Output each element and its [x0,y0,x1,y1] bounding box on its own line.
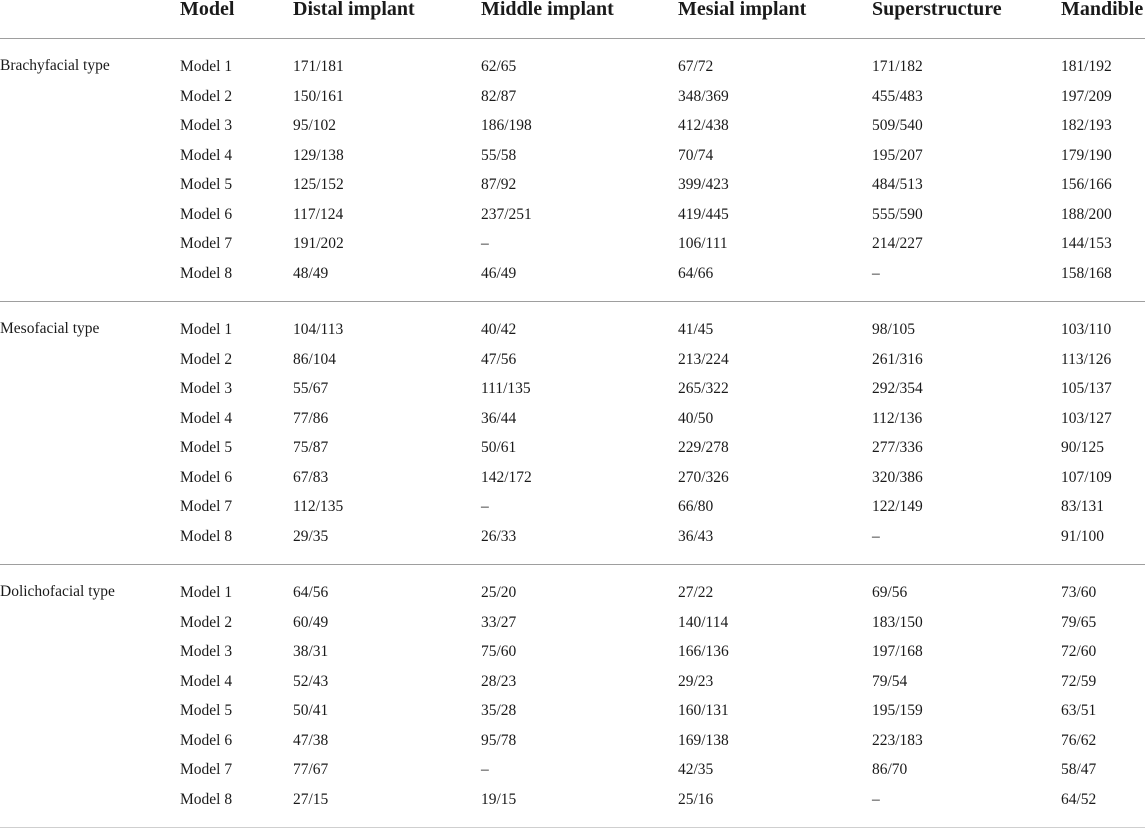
cell-model: Model 4 [180,672,233,690]
cell-superstructure: 112/136 [872,409,923,427]
cell-model: Model 6 [180,468,233,486]
cell-superstructure: – [872,790,880,808]
cell-mandible: 105/137 [1061,380,1112,397]
cell-model: Model 4 [180,146,233,164]
cell-distal-implant: 171/181 [293,58,344,75]
table-header [0,0,1145,39]
cell-mandible: 79/65 [1061,613,1097,631]
cell-superstructure: 86/70 [872,761,908,778]
cell-superstructure: 320/386 [872,468,923,486]
cell-mesial-implant: 229/278 [678,439,729,456]
cell-superstructure: 484/513 [872,176,923,193]
cell-middle-implant: 75/60 [481,643,517,660]
cell-mesial-implant: 42/35 [678,761,714,778]
cell-model: Model 3 [180,643,233,660]
table-row [0,668,1145,698]
cell-distal-implant: 95/102 [293,117,337,134]
table-row [0,493,1145,523]
cell-distal-implant: 50/41 [293,702,329,719]
cell-mesial-implant: 140/114 [678,613,729,631]
table-row [0,346,1145,376]
cell-superstructure: 195/207 [872,146,923,164]
cell-mandible: 156/166 [1061,176,1112,193]
table-row [0,523,1145,553]
table-row [0,112,1145,142]
table-row [0,83,1145,113]
cell-superstructure: 197/168 [872,643,923,660]
cell-mandible: 103/110 [1061,321,1112,338]
table-group [0,565,1145,828]
cell-model: Model 6 [180,205,233,223]
cell-model: Model 3 [180,117,233,134]
table-row [0,142,1145,172]
cell-mandible: 72/59 [1061,672,1097,690]
header-superstructure: Superstructure [872,0,1002,20]
cell-superstructure: 171/182 [872,58,923,75]
cell-mandible: 103/127 [1061,409,1112,427]
cell-middle-implant: 19/15 [481,790,517,808]
cell-distal-implant: 77/86 [293,409,329,427]
cell-distal-implant: 150/161 [293,87,344,105]
cell-mesial-implant: 419/445 [678,205,729,223]
table-row [0,786,1145,816]
table-row [0,405,1145,435]
cell-middle-implant: 40/42 [481,321,517,338]
table-row [0,201,1145,231]
cell-model: Model 8 [180,790,233,808]
cell-middle-implant: 50/61 [481,439,517,456]
cell-mesial-implant: 160/131 [678,702,729,719]
cell-superstructure: 277/336 [872,439,923,456]
cell-model: Model 1 [180,584,233,601]
cell-model: Model 2 [180,350,233,368]
cell-model: Model 6 [180,731,233,749]
cell-middle-implant: – [481,761,489,778]
cell-superstructure: 214/227 [872,235,923,252]
cell-model: Model 7 [180,761,233,778]
cell-mesial-implant: 348/369 [678,87,729,105]
cell-mandible: 179/190 [1061,146,1112,164]
cell-superstructure: 122/149 [872,498,923,515]
cell-distal-implant: 64/56 [293,584,329,601]
cell-mandible: 91/100 [1061,527,1105,545]
cell-superstructure: 555/590 [872,205,923,223]
cell-middle-implant: 55/58 [481,146,517,164]
cell-middle-implant: 36/44 [481,409,517,427]
cell-model: Model 5 [180,176,233,193]
cell-middle-implant: 87/92 [481,176,517,193]
cell-distal-implant: 112/135 [293,498,344,515]
cell-mesial-implant: 27/22 [678,584,714,601]
cell-distal-implant: 191/202 [293,235,344,252]
cell-distal-implant: 52/43 [293,672,329,690]
table-row [0,316,1145,346]
cell-middle-implant: 82/87 [481,87,517,105]
cell-distal-implant: 48/49 [293,264,329,282]
group-label: Brachyfacial type [0,57,110,74]
cell-model: Model 3 [180,380,233,397]
cell-mesial-implant: 106/111 [678,235,728,252]
header-distal-implant: Distal implant [293,0,415,20]
cell-middle-implant: 186/198 [481,117,532,134]
group-label: Mesofacial type [0,320,100,337]
cell-distal-implant: 38/31 [293,643,329,660]
cell-mesial-implant: 70/74 [678,146,714,164]
cell-mandible: 181/192 [1061,58,1112,75]
group-label: Dolichofacial type [0,583,115,600]
cell-middle-implant: 47/56 [481,350,517,368]
cell-mandible: 90/125 [1061,439,1105,456]
cell-distal-implant: 55/67 [293,380,329,397]
table-body [0,39,1145,828]
cell-superstructure: 98/105 [872,321,916,338]
table-group [0,302,1145,565]
cell-mesial-implant: 169/138 [678,731,729,749]
cell-distal-implant: 47/38 [293,731,329,749]
cell-middle-implant: 142/172 [481,468,532,486]
table-row [0,260,1145,290]
cell-mesial-implant: 270/326 [678,468,729,486]
cell-superstructure: 292/354 [872,380,923,397]
cell-model: Model 8 [180,527,233,545]
table-row [0,579,1145,609]
cell-middle-implant: 25/20 [481,584,517,601]
cell-distal-implant: 75/87 [293,439,329,456]
cell-distal-implant: 129/138 [293,146,344,164]
cell-mandible: 64/52 [1061,790,1097,808]
table-row [0,727,1145,757]
cell-middle-implant: 33/27 [481,613,517,631]
cell-middle-implant: 111/135 [481,380,531,397]
cell-mandible: 107/109 [1061,468,1112,486]
table-row [0,638,1145,668]
header-model: Model [180,0,235,20]
cell-mandible: 188/200 [1061,205,1112,223]
header-middle-implant: Middle implant [481,0,614,20]
cell-superstructure: 223/183 [872,731,923,749]
cell-middle-implant: – [481,498,489,515]
table-row [0,609,1145,639]
cell-superstructure: 195/159 [872,702,923,719]
cell-mandible: 58/47 [1061,761,1097,778]
cell-model: Model 1 [180,58,233,75]
cell-mandible: 73/60 [1061,584,1097,601]
cell-model: Model 5 [180,439,233,456]
cell-mesial-implant: 25/16 [678,790,714,808]
cell-mandible: 113/126 [1061,350,1112,368]
cell-mesial-implant: 40/50 [678,409,714,427]
cell-mesial-implant: 399/423 [678,176,729,193]
cell-mandible: 182/193 [1061,117,1112,134]
cell-superstructure: 261/316 [872,350,923,368]
cell-distal-implant: 125/152 [293,176,344,193]
cell-mesial-implant: 265/322 [678,380,729,397]
table-row [0,171,1145,201]
cell-superstructure: 455/483 [872,87,923,105]
cell-distal-implant: 104/113 [293,321,344,338]
header-mandible: Mandible [1061,0,1144,20]
cell-mandible: 197/209 [1061,87,1112,105]
cell-superstructure: 79/54 [872,672,908,690]
cell-distal-implant: 86/104 [293,350,337,368]
cell-superstructure: – [872,527,880,545]
cell-mesial-implant: 166/136 [678,643,729,660]
cell-middle-implant: 46/49 [481,264,517,282]
cell-distal-implant: 29/35 [293,527,329,545]
cell-mesial-implant: 41/45 [678,321,714,338]
cell-mandible: 72/60 [1061,643,1097,660]
cell-middle-implant: 62/65 [481,58,517,75]
cell-model: Model 8 [180,264,233,282]
cell-model: Model 5 [180,702,233,719]
table-row [0,434,1145,464]
cell-mesial-implant: 213/224 [678,350,729,368]
cell-model: Model 1 [180,321,233,338]
table-group [0,39,1145,302]
cell-model: Model 7 [180,235,233,252]
cell-middle-implant: 26/33 [481,527,517,545]
cell-mandible: 76/62 [1061,731,1097,749]
cell-mandible: 158/168 [1061,264,1112,282]
cell-middle-implant: 28/23 [481,672,517,690]
table-row [0,230,1145,260]
cell-mesial-implant: 29/23 [678,672,714,690]
cell-middle-implant: 35/28 [481,702,517,719]
cell-distal-implant: 67/83 [293,468,329,486]
cell-distal-implant: 117/124 [293,205,344,223]
cell-mesial-implant: 64/66 [678,264,714,282]
cell-mesial-implant: 66/80 [678,498,714,515]
cell-model: Model 2 [180,87,233,105]
table-row [0,464,1145,494]
cell-mandible: 63/51 [1061,702,1097,719]
table-row [0,697,1145,727]
cell-mesial-implant: 67/72 [678,58,714,75]
table-row [0,375,1145,405]
cell-superstructure: 183/150 [872,613,923,631]
cell-superstructure: – [872,264,880,282]
cell-superstructure: 509/540 [872,117,923,134]
table-row [0,53,1145,83]
cell-middle-implant: – [481,235,489,252]
header-mesial-implant: Mesial implant [678,0,807,20]
cell-middle-implant: 95/78 [481,731,517,749]
cell-model: Model 7 [180,498,233,515]
cell-distal-implant: 27/15 [293,790,329,808]
cell-mesial-implant: 36/43 [678,527,714,545]
cell-model: Model 2 [180,613,233,631]
table-row [0,756,1145,786]
cell-superstructure: 69/56 [872,584,908,601]
cell-model: Model 4 [180,409,233,427]
cell-distal-implant: 60/49 [293,613,329,631]
cell-mesial-implant: 412/438 [678,117,729,134]
cell-mandible: 83/131 [1061,498,1105,515]
cell-mandible: 144/153 [1061,235,1112,252]
cell-distal-implant: 77/67 [293,761,329,778]
cell-middle-implant: 237/251 [481,205,532,223]
